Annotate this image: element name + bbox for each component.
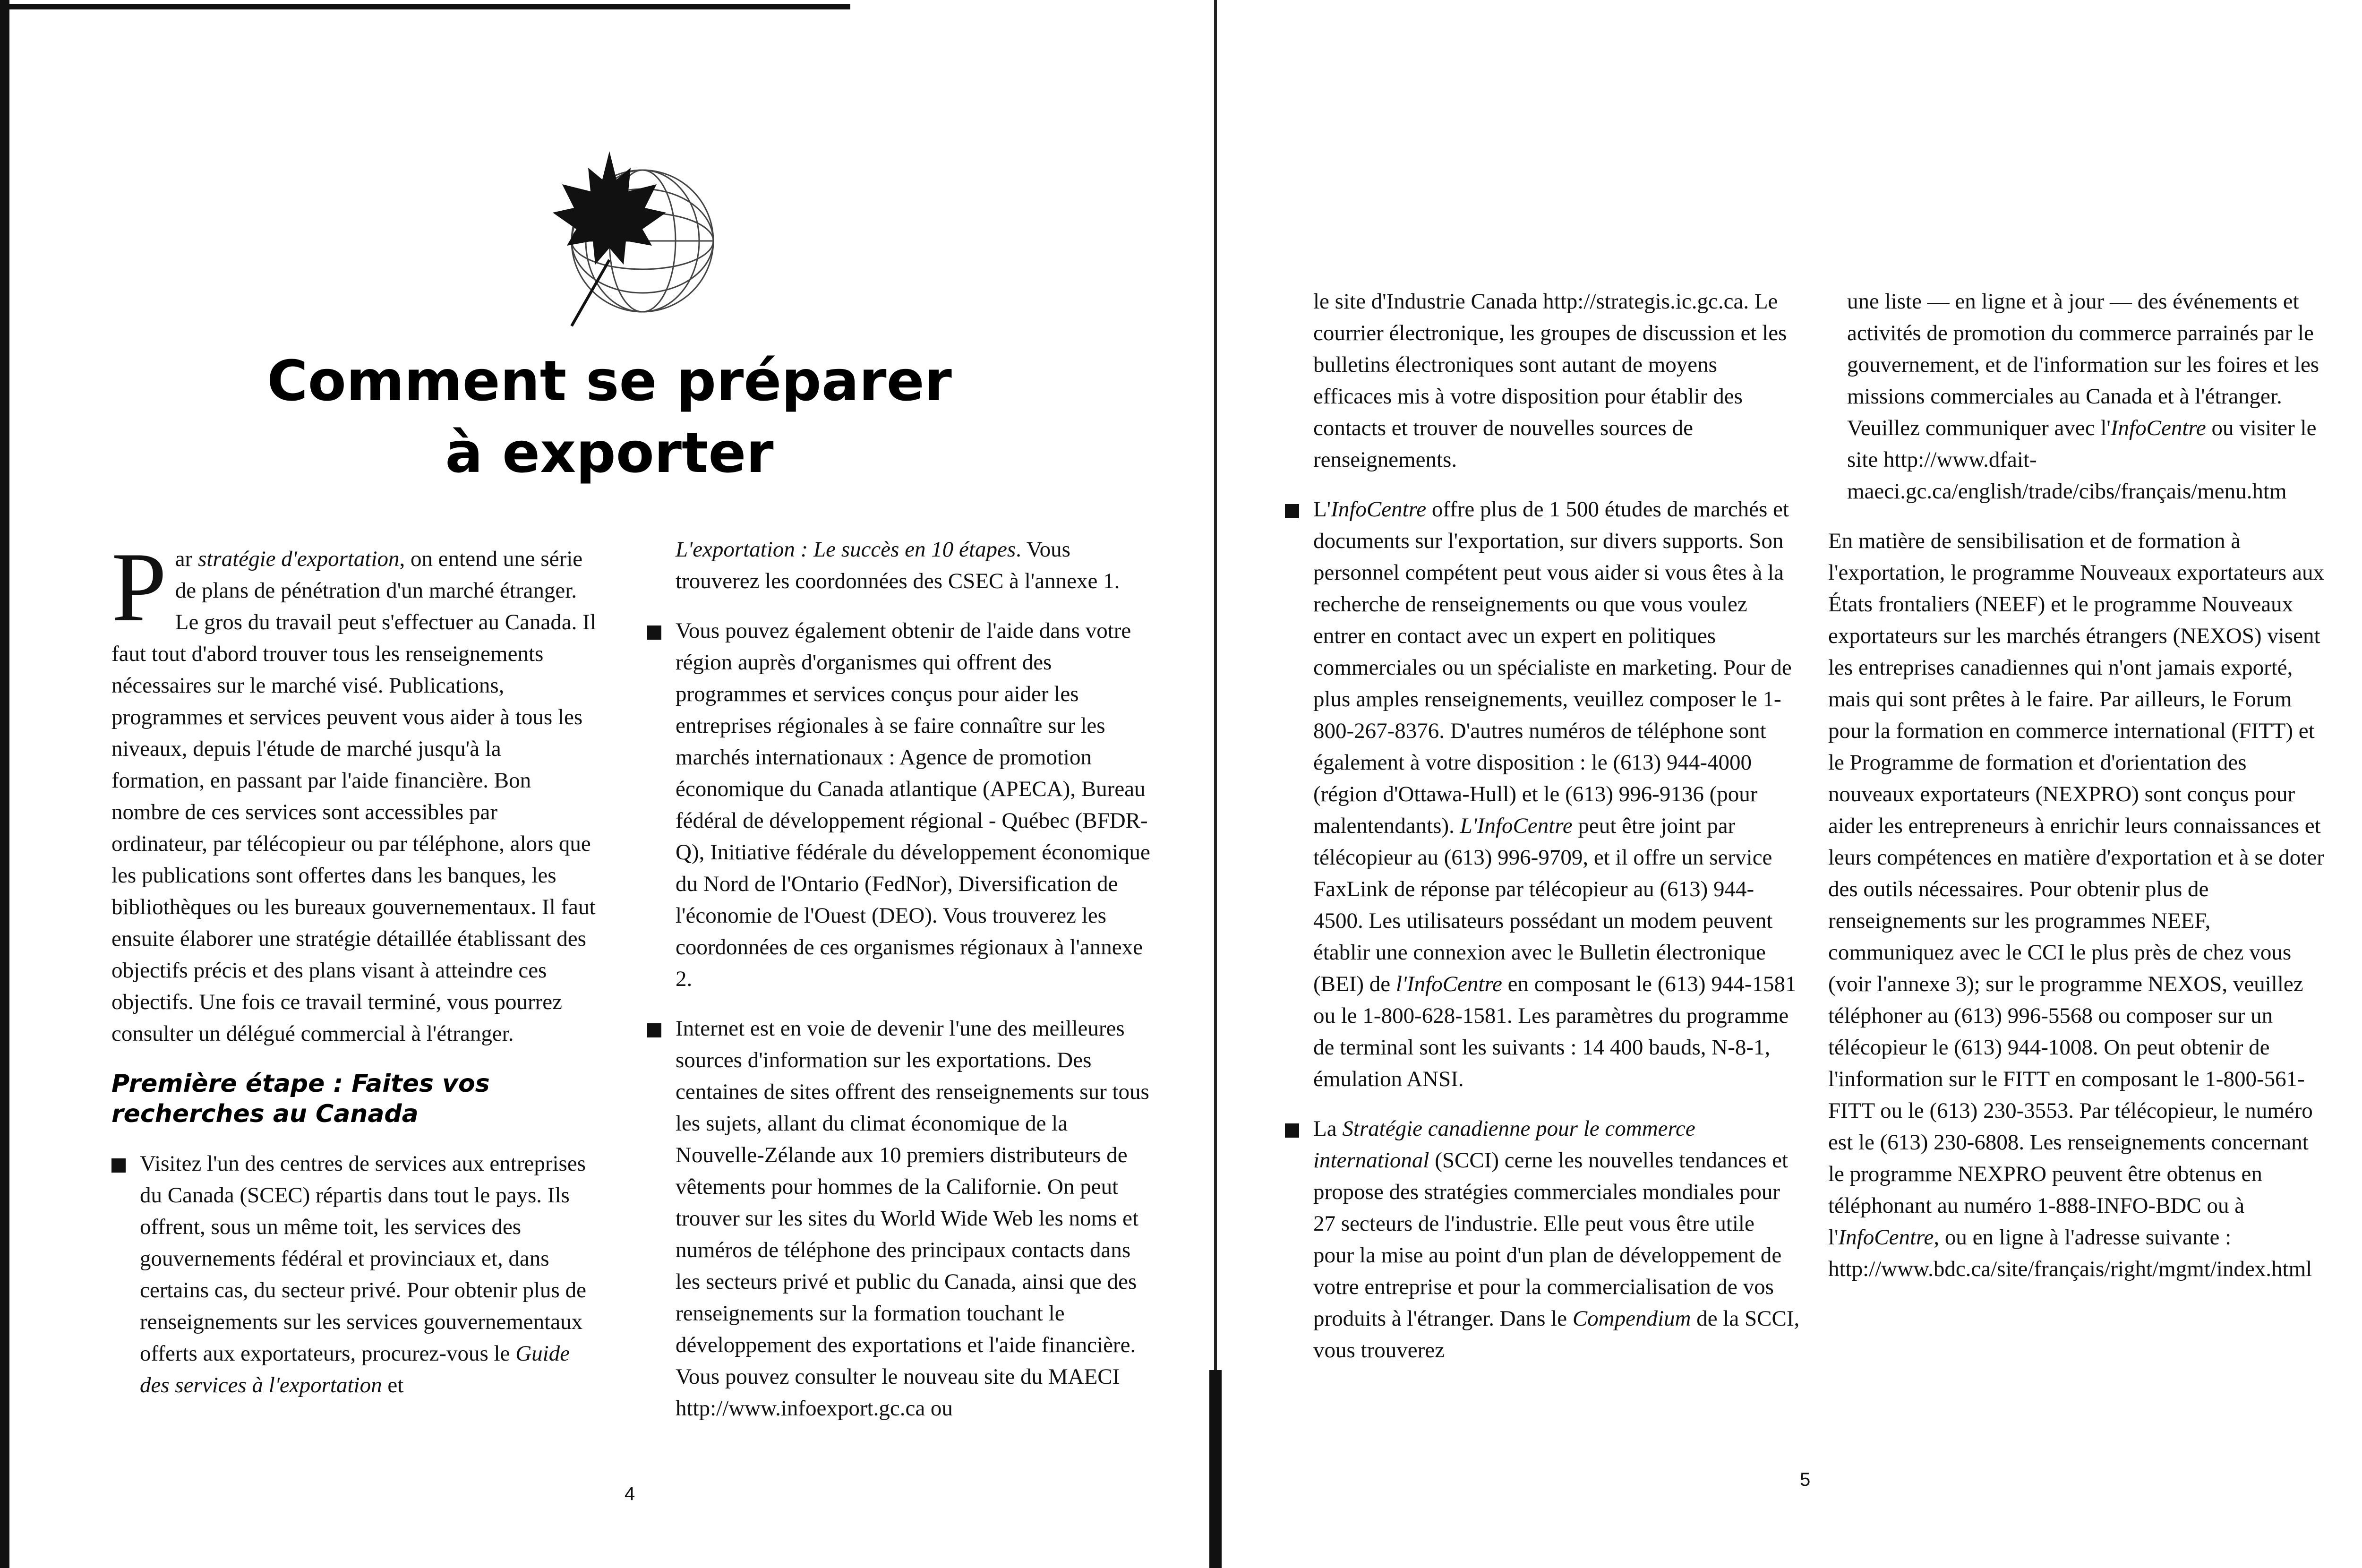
page-title	[265, 345, 954, 488]
drop-cap: P	[111, 532, 167, 642]
bullet-item-infocentre	[1285, 494, 1800, 1095]
bullet-item-regional	[647, 615, 1153, 995]
bullet-item-scci	[1285, 1113, 1800, 1366]
bullet-square-icon	[1285, 504, 1299, 518]
intro-paragraph	[111, 532, 598, 1050]
continuation-text-2: ou visiter le site http://www.dfait-maeci.gc.ca/english/trade/cibs/français/menu.htm	[1847, 416, 2317, 504]
bullet-text-3: en composant le (613) 944-1581 ou le 1-800-628-1581. Les paramètres du programme de terminal sont les suivants : 14 400 bauds, N-8-1, émulation ANSI.	[1313, 972, 1797, 1091]
training-text-2: , ou en ligne à l'adresse suivante : http://www.bdc.ca/site/français/right/mgmt/index.html	[1828, 1225, 2312, 1281]
bullet-tail: et	[382, 1373, 404, 1397]
bullet-italic: Guide des services à l'exportation	[140, 1341, 570, 1397]
bullet-square-icon	[647, 625, 661, 640]
bullet-italic: InfoCentre	[1331, 497, 1427, 522]
continuation-italic: L'exportation : Le succès en 10 étapes	[676, 537, 1016, 562]
bullet-text: Internet est en voie de devenir l'une des meilleures sources d'information sur les exportations. Des centaines de sites offrent des renseignements sur tous les sujets, allant du climat économique de la Nouvelle-Zélande aux 10 premiers distributeurs de vêtements pour hommes de la Californie. On peut trouver sur les sites du World Wide Web les noms et numéros de téléphone des principaux contacts dans les secteurs privé et public du Canada, ainsi que des renseignements sur la formation touchant le développement des exportations et l'aide financière. Vous pouvez consulter le nouveau site du MAECI http://www.infoexport.gc.ca ou	[676, 1016, 1149, 1421]
bullet-text: offre plus de 1 500 études de marchés et documents sur l'exportation, sur divers supports. Son personnel compétent peut vous aider si vous êtes à la recherche de renseignements ou que vous voulez entrer en contact avec un expert en politiques commerciales ou un spécialiste en marketing. Pour de plus amples renseignements, veuillez composer le 1-800-267-8376. D'autres numéros de téléphone sont également à votre disposition : le (613) 944-4000 (région d'Ottawa-Hull) et le (613) 996-9136 (pour malentendants).	[1313, 497, 1792, 838]
column-4	[1828, 286, 2329, 1303]
continuation-paragraph	[647, 534, 1153, 597]
scan-edge-left	[0, 0, 9, 1568]
scan-edge-top	[0, 4, 850, 9]
intro-lead: ar	[175, 547, 198, 571]
continuation-italic: InfoCentre	[2110, 416, 2206, 440]
page-number-right: 5	[1800, 1469, 1811, 1490]
column-3	[1285, 286, 1800, 1384]
gutter-shadow	[1209, 1370, 1222, 1568]
bullet-text: Visitez l'un des centres de services aux entreprises du Canada (SCEC) répartis dans tout le pays. Ils offrent, sous un même toit, les services des gouvernements fédéral et provinciaux et, dans certains cas, du secteur privé. Pour obtenir plus de renseignements sur les services gouvernementaux offerts aux exportateurs, procurez-vous le	[140, 1151, 586, 1366]
bullet-item-scec	[111, 1148, 598, 1401]
bullet-square-icon	[1285, 1123, 1299, 1138]
bullet-italic: Stratégie canadienne pour le commerce international	[1313, 1116, 1695, 1173]
bullet-italic-2: L'InfoCentre	[1460, 814, 1573, 838]
title-line-1: Comment se préparer	[267, 348, 952, 413]
bullet-item-internet	[647, 1013, 1153, 1424]
maple-leaf-globe-icon	[515, 146, 723, 331]
continuation-paragraph: le site d'Industrie Canada http://strategis.ic.gc.ca. Le courrier électronique, les groupes de discussion et les bulletins électroniques sont autant de moyens efficaces mis à votre disposition pour établir des contacts et trouver de nouvelles sources de renseignements.	[1313, 289, 1787, 472]
section-heading: Première étape : Faites vos recherches au Canada	[111, 1070, 490, 1128]
continuation-text: une liste — en ligne et à jour — des événements et activités de promotion du commerce parrainés par le gouvernement, et de l'information sur les foires et les missions commerciales au Canada et à l'étranger. Veuillez communiquer avec l'	[1847, 289, 2319, 440]
training-paragraph	[1828, 525, 2329, 1285]
bullet-italic-3: l'InfoCentre	[1395, 972, 1502, 996]
bullet-text-2: peut être joint par télécopieur au (613) 996-9709, et il offre un service FaxLink de réponse par télécopieur au (613) 944-4500. Les utilisateurs possédant un modem peuvent établir une connexion avec le Bulletin électronique (BEI) de	[1313, 814, 1773, 996]
bullet-text: (SCCI) cerne les nouvelles tendances et propose des stratégies commerciales mondiales pour 27 secteurs de l'industrie. Elle peut vous être utile pour la mise au point d'un plan de développement de votre entreprise et pour la commercialisation de vos produits à l'étranger. Dans le	[1313, 1148, 1789, 1331]
continuation-text: . Vous trouverez les coordonnées des CSEC à l'annexe 1.	[676, 537, 1120, 593]
bullet-text-2: de la SCCI, vous trouverez	[1313, 1306, 1800, 1362]
bullet-square-icon	[647, 1023, 661, 1037]
intro-italic: stratégie d'exportation	[198, 547, 400, 571]
training-italic: InfoCentre	[1838, 1225, 1934, 1250]
bullet-lead: L'	[1313, 497, 1331, 522]
column-1	[111, 532, 598, 1419]
page-number-left: 4	[625, 1483, 635, 1504]
page-gutter	[1214, 0, 1217, 1568]
bullet-italic-2: Compendium	[1572, 1306, 1691, 1331]
title-line-2: à exporter	[445, 420, 774, 485]
training-text: En matière de sensibilisation et de formation à l'exportation, le programme Nouveaux exportateurs aux États frontaliers (NEEF) et le programme Nouveaux exportateurs sur les marchés étrangers (NEXOS) visent les entreprises canadiennes qui n'ont jamais exporté, mais qui sont prêtes à le faire. Par ailleurs, le Forum pour la formation en commerce international (FITT) et le Programme de formation et d'orientation des nouveaux exportateurs (NEXPRO) sont conçus pour aider les entrepreneurs à enrichir leurs connaissances et leurs compétences en matière d'exportation et à se doter des outils nécessaires. Pour obtenir plus de renseignements sur les programmes NEEF, communiquez avec le CCI le plus près de chez vous (voir l'annexe 3); sur le programme NEXOS, veuillez téléphoner au (613) 996-5568 ou composer sur un télécopieur le (613) 944-1008. On peut obtenir de l'information sur le FITT en composant le 1-800-561-FITT ou le (613) 230-3553. Par télécopieur, le numéro est le (613) 230-6808. Les renseignements concernant le programme NEXPRO peuvent être obtenus en téléphonant au numéro 1-888-INFO-BDC ou à l'	[1828, 529, 2324, 1250]
bullet-lead: La	[1313, 1116, 1343, 1141]
intro-rest: , on entend une série de plans de pénétration d'un marché étranger. Le gros du travail peut s'effectuer au Canada. Il faut tout d'abord trouver tous les renseignements nécessaires sur le marché visé. Publications, programmes et services peuvent vous aider à tous les niveaux, depuis l'étude de marché jusqu'à la formation, en passant par l'aide financière. Bon nombre de ces services sont accessibles par ordinateur, par télécopieur ou par téléphone, alors que les publications sont offertes dans les banques, les bibliothèques ou les bureaux gouvernementaux. Il faut ensuite élaborer une stratégie détaillée établissant des objectifs précis et des plans visant à atteindre ces objectifs. Une fois ce travail terminé, vous pourrez consulter un délégué commercial à l'étranger.	[111, 547, 596, 1046]
bullet-square-icon	[111, 1158, 126, 1173]
column-2	[647, 534, 1153, 1442]
bullet-text: Vous pouvez également obtenir de l'aide dans votre région auprès d'organismes qui offrent des programmes et services conçus pour aider les entreprises régionales à se faire connaître sur les marchés internationaux : Agence de promotion économique du Canada atlantique (APECA), Bureau fédéral de développement régional - Québec (BFDR-Q), Initiative fédérale du développement économique du Nord de l'Ontario (FedNor), Diversification de l'économie de l'Ouest (DEO). Vous trouverez les coordonnées de ces organismes régionaux à l'annexe 2.	[676, 618, 1150, 991]
continuation-paragraph	[1828, 286, 2329, 507]
